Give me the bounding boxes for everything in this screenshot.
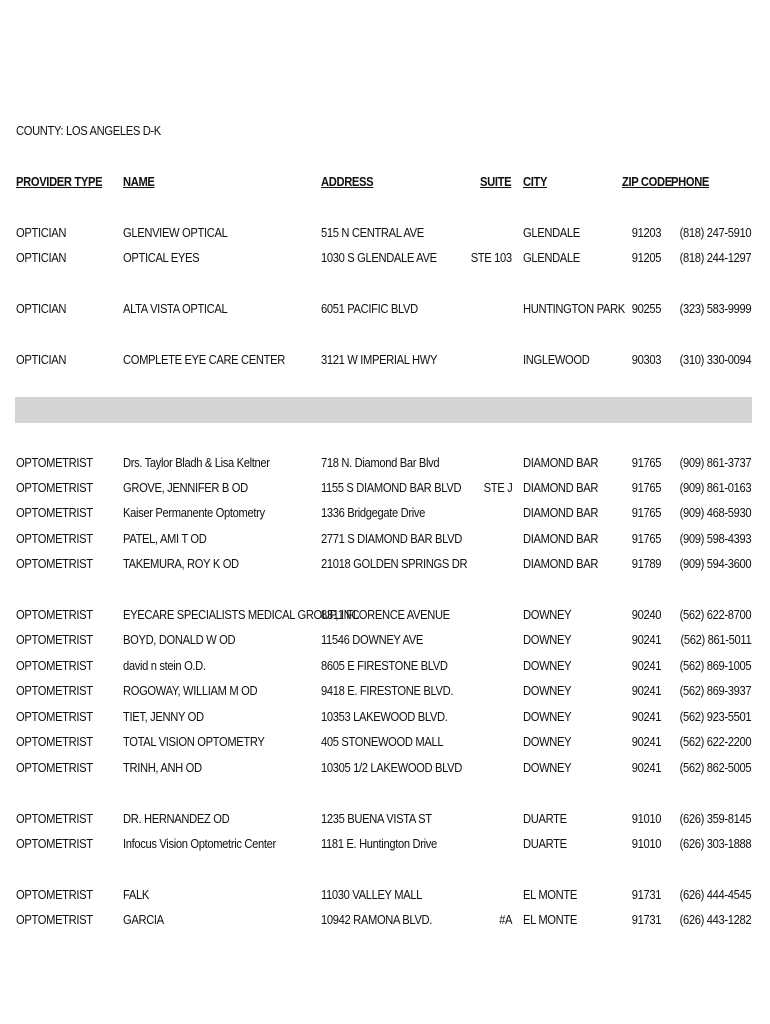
name-cell: TRINH, ANH OD: [123, 760, 202, 775]
provider-type-cell: OPTICIAN: [16, 352, 67, 367]
zip-code-cell: 90241: [631, 632, 661, 647]
address-cell: 21018 GOLDEN SPRINGS DR: [321, 556, 468, 571]
section-divider-band: [15, 397, 752, 423]
name-cell: Infocus Vision Optometric Center: [123, 836, 276, 851]
city-cell: GLENDALE: [523, 225, 580, 240]
name-cell-clip: [123, 683, 320, 701]
address-cell: 11030 VALLEY MALL: [321, 887, 423, 902]
zip-code-cell: 91765: [631, 531, 661, 546]
provider-type-cell: OPTOMETRIST: [16, 811, 93, 826]
zip-code-cell: 91731: [631, 912, 661, 927]
provider-type-cell: OPTOMETRIST: [16, 912, 93, 927]
name-cell-clip: [123, 250, 320, 268]
name-cell: ALTA VISTA OPTICAL: [123, 301, 228, 316]
provider-type-cell: OPTOMETRIST: [16, 455, 93, 470]
city-cell: DOWNEY: [523, 709, 572, 724]
address-cell: 405 STONEWOOD MALL: [321, 734, 444, 749]
city-cell: INGLEWOOD: [523, 352, 590, 367]
address-cell: 718 N. Diamond Bar Blvd: [321, 455, 440, 470]
zip-code-cell: 90240: [631, 607, 661, 622]
name-cell-clip: [123, 811, 320, 829]
address-cell: 11546 DOWNEY AVE: [321, 632, 424, 647]
city-cell: GLENDALE: [523, 250, 580, 265]
phone-cell: (562) 622-8700: [679, 607, 751, 622]
zip-code-cell: 91765: [631, 480, 661, 495]
city-cell: DIAMOND BAR: [523, 455, 599, 470]
header-address: ADDRESS: [321, 174, 374, 189]
phone-cell: (562) 861-5011: [680, 632, 751, 647]
name-cell-clip: [123, 301, 320, 319]
provider-type-cell: OPTOMETRIST: [16, 658, 93, 673]
name-cell: ROGOWAY, WILLIAM M OD: [123, 683, 258, 698]
provider-type-cell: OPTOMETRIST: [16, 683, 93, 698]
suite-cell: STE J: [483, 480, 512, 495]
address-cell: 8605 E FIRESTONE BLVD: [321, 658, 448, 673]
zip-code-cell: 91731: [631, 887, 661, 902]
phone-cell: (909) 861-0163: [679, 480, 751, 495]
city-cell: DOWNEY: [523, 734, 572, 749]
address-cell: 10353 LAKEWOOD BLVD.: [321, 709, 448, 724]
city-cell: EL MONTE: [523, 912, 577, 927]
provider-type-cell: OPTICIAN: [16, 250, 67, 265]
name-cell: TAKEMURA, ROY K OD: [123, 556, 239, 571]
name-cell-clip: [123, 480, 320, 498]
zip-code-cell: 91205: [631, 250, 661, 265]
zip-code-cell: 90241: [631, 760, 661, 775]
name-cell: EYECARE SPECIALISTS MEDICAL GROUP, INC: [123, 607, 360, 622]
address-cell: 2771 S DIAMOND BAR BLVD: [321, 531, 462, 546]
name-cell: GARCIA: [123, 912, 164, 927]
name-cell: Kaiser Permanente Optometry: [123, 505, 265, 520]
county-label: COUNTY: LOS ANGELES D-K: [16, 123, 161, 138]
zip-code-cell: 90241: [631, 734, 661, 749]
name-cell: PATEL, AMI T OD: [123, 531, 207, 546]
zip-code-cell: 90241: [631, 683, 661, 698]
city-cell: DOWNEY: [523, 683, 572, 698]
name-cell-clip: [123, 556, 320, 574]
name-cell: DR. HERNANDEZ OD: [123, 811, 230, 826]
city-cell: DIAMOND BAR: [523, 505, 599, 520]
address-cell: 1336 Bridgegate Drive: [321, 505, 426, 520]
provider-type-cell: OPTOMETRIST: [16, 709, 93, 724]
name-cell-clip: [123, 760, 320, 778]
header-phone: PHONE: [671, 174, 710, 189]
provider-type-cell: OPTOMETRIST: [16, 887, 93, 902]
name-cell-clip: [123, 632, 320, 650]
address-cell: 1181 E. Huntington Drive: [321, 836, 437, 851]
name-cell-clip: [123, 225, 320, 243]
zip-code-cell: 90241: [631, 709, 661, 724]
name-cell-clip: [123, 887, 320, 905]
address-cell: 1155 S DIAMOND BAR BLVD: [321, 480, 462, 495]
zip-code-cell: 91765: [631, 455, 661, 470]
city-cell: DOWNEY: [523, 632, 572, 647]
provider-type-cell: OPTOMETRIST: [16, 480, 93, 495]
name-cell: TOTAL VISION OPTOMETRY: [123, 734, 265, 749]
city-cell: DOWNEY: [523, 760, 572, 775]
address-cell: 10942 RAMONA BLVD.: [321, 912, 433, 927]
phone-cell: (818) 244-1297: [679, 250, 751, 265]
zip-code-cell: 91789: [631, 556, 661, 571]
suite-cell: STE 103: [470, 250, 512, 265]
phone-cell: (562) 869-3937: [679, 683, 751, 698]
header-provider-type: PROVIDER TYPE: [16, 174, 103, 189]
address-cell: 6051 PACIFIC BLVD: [321, 301, 418, 316]
phone-cell: (323) 583-9999: [679, 301, 751, 316]
suite-cell: #A: [499, 912, 512, 927]
name-cell-clip: [123, 709, 320, 727]
city-cell: DIAMOND BAR: [523, 556, 599, 571]
phone-cell: (562) 869-1005: [679, 658, 751, 673]
name-cell-clip: [123, 352, 320, 370]
provider-type-cell: OPTOMETRIST: [16, 836, 93, 851]
name-cell: FALK: [123, 887, 149, 902]
phone-cell: (909) 468-5930: [679, 505, 751, 520]
phone-cell: (310) 330-0094: [679, 352, 751, 367]
name-cell: david n stein O.D.: [123, 658, 206, 673]
name-cell: OPTICAL EYES: [123, 250, 200, 265]
city-cell: DOWNEY: [523, 607, 572, 622]
name-cell-clip: [123, 607, 360, 625]
zip-code-cell: 90255: [631, 301, 661, 316]
city-cell: DUARTE: [523, 836, 567, 851]
zip-code-cell: 91765: [631, 505, 661, 520]
phone-cell: (626) 443-1282: [679, 912, 751, 927]
city-cell: DIAMOND BAR: [523, 531, 599, 546]
address-cell: 10305 1/2 LAKEWOOD BLVD: [321, 760, 463, 775]
address-cell: 9418 E. FIRESTONE BLVD.: [321, 683, 454, 698]
zip-code-cell: 91203: [631, 225, 661, 240]
name-cell: BOYD, DONALD W OD: [123, 632, 236, 647]
address-cell: 1030 S GLENDALE AVE: [321, 250, 437, 265]
city-cell: DOWNEY: [523, 658, 572, 673]
phone-cell: (562) 862-5005: [679, 760, 751, 775]
zip-code-cell: 90241: [631, 658, 661, 673]
header-suite: SUITE: [480, 174, 512, 189]
city-cell: EL MONTE: [523, 887, 577, 902]
provider-type-cell: OPTOMETRIST: [16, 556, 93, 571]
phone-cell: (818) 247-5910: [679, 225, 751, 240]
provider-type-cell: OPTOMETRIST: [16, 632, 93, 647]
provider-type-cell: OPTOMETRIST: [16, 607, 93, 622]
phone-cell: (909) 598-4393: [679, 531, 751, 546]
header-city: CITY: [523, 174, 548, 189]
provider-type-cell: OPTOMETRIST: [16, 760, 93, 775]
phone-cell: (562) 622-2200: [679, 734, 751, 749]
address-cell: 1235 BUENA VISTA ST: [321, 811, 432, 826]
address-cell: 3121 W IMPERIAL HWY: [321, 352, 438, 367]
city-cell: DIAMOND BAR: [523, 480, 599, 495]
phone-cell: (626) 444-4545: [679, 887, 751, 902]
phone-cell: (562) 923-5501: [679, 709, 751, 724]
name-cell-clip: [123, 734, 320, 752]
name-cell: Drs. Taylor Bladh & Lisa Keltner: [123, 455, 270, 470]
phone-cell: (626) 359-8145: [679, 811, 751, 826]
name-cell-clip: [123, 455, 320, 473]
provider-type-cell: OPTOMETRIST: [16, 734, 93, 749]
provider-type-cell: OPTICIAN: [16, 301, 67, 316]
name-cell-clip: [123, 658, 320, 676]
city-cell: DUARTE: [523, 811, 567, 826]
header-zip-code: ZIP CODE: [622, 174, 672, 189]
provider-type-cell: OPTOMETRIST: [16, 505, 93, 520]
provider-type-cell: OPTOMETRIST: [16, 531, 93, 546]
phone-cell: (909) 861-3737: [679, 455, 751, 470]
phone-cell: (909) 594-3600: [679, 556, 751, 571]
name-cell-clip: [123, 912, 320, 930]
name-cell-clip: [123, 836, 320, 854]
provider-type-cell: OPTICIAN: [16, 225, 67, 240]
name-cell: GROVE, JENNIFER B OD: [123, 480, 248, 495]
name-cell: GLENVIEW OPTICAL: [123, 225, 228, 240]
header-name: NAME: [123, 174, 155, 189]
phone-cell: (626) 303-1888: [679, 836, 751, 851]
name-cell: COMPLETE EYE CARE CENTER: [123, 352, 285, 367]
city-cell: HUNTINGTON PARK: [523, 301, 625, 316]
name-cell: TIET, JENNY OD: [123, 709, 204, 724]
address-cell: 8311 FLORENCE AVENUE: [321, 607, 450, 622]
name-cell-clip: [123, 531, 320, 549]
zip-code-cell: 91010: [631, 836, 661, 851]
name-cell-clip: [123, 505, 320, 523]
address-cell: 515 N CENTRAL AVE: [321, 225, 424, 240]
zip-code-cell: 90303: [631, 352, 661, 367]
zip-code-cell: 91010: [631, 811, 661, 826]
